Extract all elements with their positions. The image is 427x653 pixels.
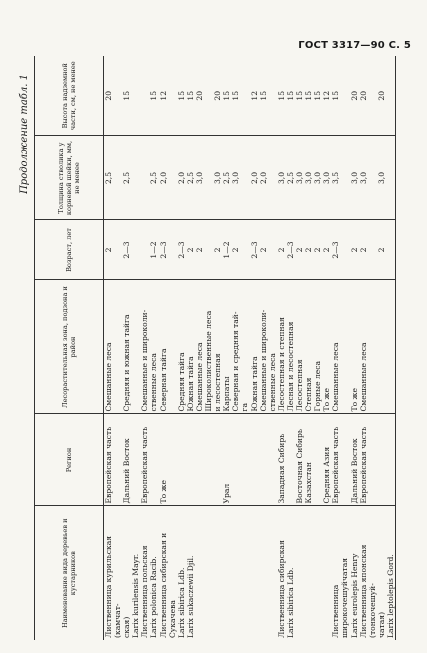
cell-stem-thickness: 2,5: [286, 136, 295, 220]
cell-stem-thickness: 3,0: [313, 136, 322, 220]
cell-height: 20: [195, 56, 204, 136]
cell-stem-thickness: 2,0: [259, 136, 268, 220]
cell-height: 20: [104, 56, 123, 136]
cell-stem-thickness: [204, 136, 213, 220]
cell-species: Лиственница японская (тонкочешуй-: [359, 506, 377, 640]
cell-zone: Степная: [304, 280, 313, 414]
table-row: [177, 56, 186, 640]
cell-region: Средняя Азия: [322, 414, 331, 506]
cell-age: 2: [295, 220, 304, 280]
column-header-species: Наименование вида деревьев и кустарников: [35, 506, 104, 640]
cell-age: 1—2: [222, 220, 231, 280]
table-row: [268, 56, 277, 640]
cell-height: [386, 56, 396, 136]
cell-age: [204, 220, 213, 280]
cell-species: Larix eurolepis Henry: [350, 506, 359, 640]
column-header-zone: Лесорастительная зона, подзона и район: [35, 280, 104, 414]
cell-age: [268, 220, 277, 280]
cell-region: То же: [159, 414, 177, 506]
cell-height: 15: [186, 56, 195, 136]
cell-zone: ственные леса: [149, 280, 158, 414]
cell-height: 15: [331, 56, 349, 136]
cell-species: Лиственница польская: [140, 506, 149, 640]
rotated-page-content: [18, 56, 408, 640]
cell-region: Дальний Восток: [122, 414, 131, 506]
column-header-age: Возраст, лет: [35, 220, 104, 280]
cell-height: 15: [149, 56, 158, 136]
cell-species: [322, 506, 331, 640]
cell-region: [386, 414, 396, 506]
cell-stem-thickness: 2,5: [104, 136, 123, 220]
table-row: [377, 56, 386, 640]
cell-zone: Северная тайга: [159, 280, 177, 414]
column-header-height: Высота надземной части, см, не менее: [35, 56, 104, 136]
table-row: [331, 56, 349, 640]
cell-region: [231, 414, 240, 506]
table-row: [204, 56, 213, 640]
cell-age: 2: [322, 220, 331, 280]
cell-height: 20: [359, 56, 377, 136]
cell-stem-thickness: 3,0: [304, 136, 313, 220]
cell-height: [204, 56, 213, 136]
cell-zone: Лесная и лесостепная: [286, 280, 295, 414]
cell-zone: Северная и средняя тай-: [231, 280, 240, 414]
cell-stem-thickness: 3,0: [277, 136, 286, 220]
cell-stem-thickness: 3,0: [350, 136, 359, 220]
table-row: [295, 56, 304, 640]
cell-region: [213, 414, 222, 506]
column-header-stem-thickness: Толщина стволика у корневой шейки, мм, не менее: [35, 136, 104, 220]
cell-region: Западная Сибирь: [277, 414, 286, 506]
cell-stem-thickness: 3,0: [322, 136, 331, 220]
cell-species: Лиственница сибирская: [277, 506, 286, 640]
cell-stem-thickness: 2,5: [222, 136, 231, 220]
table-body: [104, 56, 396, 640]
cell-species: Larix polonica Racib.: [149, 506, 158, 640]
cell-height: 12: [159, 56, 177, 136]
cell-species: [268, 506, 277, 640]
cell-zone: Смешанные леса: [104, 280, 123, 414]
cell-age: 2: [213, 220, 222, 280]
cell-species: [231, 506, 240, 640]
cell-species: чатая): [377, 506, 386, 640]
cell-zone: Лесостепная и степная: [277, 280, 286, 414]
cell-height: 15: [313, 56, 322, 136]
cell-species: Larix kurilensis Mayr.: [131, 506, 140, 640]
cell-species: [250, 506, 259, 640]
table-header-row: [35, 56, 104, 640]
cell-species: Larix sibirica Ldb.: [286, 506, 295, 640]
cell-stem-thickness: 3,0: [213, 136, 222, 220]
cell-height: [240, 56, 249, 136]
table-row: [313, 56, 322, 640]
cell-age: 2—3: [250, 220, 259, 280]
cell-region: [195, 414, 204, 506]
cell-region: [286, 414, 295, 506]
table-row: [350, 56, 359, 640]
cell-zone: [377, 280, 386, 414]
cell-zone: Южная тайга: [186, 280, 195, 414]
cell-species: [204, 506, 213, 640]
cell-zone: Горные леса: [313, 280, 322, 414]
cell-stem-thickness: [386, 136, 396, 220]
cell-age: [131, 220, 140, 280]
cell-zone: ственные леса: [268, 280, 277, 414]
cell-stem-thickness: 2,0: [159, 136, 177, 220]
cell-stem-thickness: [240, 136, 249, 220]
cell-age: 2: [304, 220, 313, 280]
cell-age: 1—2: [149, 220, 158, 280]
table-row: [140, 56, 149, 640]
table-row: [222, 56, 231, 640]
cell-age: 2—3: [159, 220, 177, 280]
cell-species: Larix sukaczewii Djil.: [186, 506, 195, 640]
table-row: [286, 56, 295, 640]
table-row: [250, 56, 259, 640]
cell-height: 12: [322, 56, 331, 136]
cell-height: 15: [286, 56, 295, 136]
cell-stem-thickness: 2,0: [177, 136, 186, 220]
cell-stem-thickness: 3,5: [331, 136, 349, 220]
cell-zone: Южная тайга: [250, 280, 259, 414]
cell-zone: Карпаты: [222, 280, 231, 414]
cell-region: Дальний Восток: [350, 414, 359, 506]
cell-region: [268, 414, 277, 506]
cell-region: Европейская часть: [104, 414, 123, 506]
cell-stem-thickness: 2,5: [186, 136, 195, 220]
cell-height: 12: [250, 56, 259, 136]
cell-height: [140, 56, 149, 136]
table-row: [213, 56, 222, 640]
table-row: [159, 56, 177, 640]
cell-age: 2: [277, 220, 286, 280]
cell-region: [250, 414, 259, 506]
table-row: [195, 56, 204, 640]
cell-region: [259, 414, 268, 506]
cell-zone: То же: [350, 280, 359, 414]
cell-height: 20: [377, 56, 386, 136]
cell-region: [204, 414, 213, 506]
cell-age: 2: [350, 220, 359, 280]
cell-region: [313, 414, 322, 506]
cell-region: [149, 414, 158, 506]
cell-species: [240, 506, 249, 640]
column-header-region: Регион: [35, 414, 104, 506]
cell-stem-thickness: 3,0: [295, 136, 304, 220]
cell-age: [140, 220, 149, 280]
cell-species: Лиственница сибирская и Сукачева: [159, 506, 177, 640]
cell-species: [222, 506, 231, 640]
table-row: [104, 56, 123, 640]
cell-age: 2: [359, 220, 377, 280]
cell-zone: Смешанные и широколи-: [259, 280, 268, 414]
table-row: [122, 56, 131, 640]
table-row: [386, 56, 396, 640]
cell-region: [177, 414, 186, 506]
cell-age: 2: [377, 220, 386, 280]
cell-stem-thickness: 2,5: [122, 136, 131, 220]
cell-height: 20: [213, 56, 222, 136]
cell-zone: и лесостепная: [213, 280, 222, 414]
cell-height: 15: [122, 56, 131, 136]
cell-species: Лиственница курильская (камчат-: [104, 506, 123, 640]
cell-species: [259, 506, 268, 640]
cell-region: Европейская часть: [359, 414, 377, 506]
cell-height: 15: [304, 56, 313, 136]
table-row: [231, 56, 240, 640]
cell-age: 2: [231, 220, 240, 280]
cell-region: Европейская часть: [140, 414, 149, 506]
cell-zone: га: [240, 280, 249, 414]
cell-zone: Смешанные и широколи-: [140, 280, 149, 414]
cell-species: ская): [122, 506, 131, 640]
cell-age: 2: [259, 220, 268, 280]
cell-age: 2—3: [122, 220, 131, 280]
cell-species: [213, 506, 222, 640]
cell-species: Larix leptolepis Gord.: [386, 506, 396, 640]
page-header: ГОСТ 3317—90 С. 5: [298, 40, 411, 51]
cell-zone: Смешанные леса: [359, 280, 377, 414]
table-row: [149, 56, 158, 640]
cell-height: 20: [350, 56, 359, 136]
table-row: [131, 56, 140, 640]
cell-zone: То же: [322, 280, 331, 414]
cell-stem-thickness: 3,0: [231, 136, 240, 220]
table-row: [304, 56, 313, 640]
cell-zone: Широколиственные леса: [204, 280, 213, 414]
cell-age: 2—3: [331, 220, 349, 280]
cell-age: 2: [195, 220, 204, 280]
table-continuation-label: Продолжение табл. 1: [19, 74, 30, 194]
cell-stem-thickness: [131, 136, 140, 220]
cell-age: [386, 220, 396, 280]
cell-region: Урал: [222, 414, 231, 506]
cell-stem-thickness: 2,5: [149, 136, 158, 220]
cell-region: Казахстан: [304, 414, 313, 506]
cell-species: [195, 506, 204, 640]
cell-region: Европейская часть: [331, 414, 349, 506]
cell-height: 15: [177, 56, 186, 136]
cell-species: [304, 506, 313, 640]
seedling-standards-table: [34, 56, 396, 640]
cell-stem-thickness: [268, 136, 277, 220]
cell-age: 2: [104, 220, 123, 280]
cell-zone: Смешанные леса: [331, 280, 349, 414]
cell-zone: Смешанные леса: [195, 280, 204, 414]
table-row: [186, 56, 195, 640]
cell-age: 2: [186, 220, 195, 280]
cell-zone: Лесостепная: [295, 280, 304, 414]
cell-region: [131, 414, 140, 506]
cell-zone: [386, 280, 396, 414]
table-row: [277, 56, 286, 640]
table-row: [322, 56, 331, 640]
cell-stem-thickness: 2,0: [250, 136, 259, 220]
cell-zone: Средняя тайга: [177, 280, 186, 414]
table-row: [259, 56, 268, 640]
cell-height: 15: [277, 56, 286, 136]
cell-species: [295, 506, 304, 640]
cell-region: Восточная Сибирь: [295, 414, 304, 506]
cell-zone: [131, 280, 140, 414]
cell-age: 2: [313, 220, 322, 280]
cell-species: Larix sibirica Ldb.: [177, 506, 186, 640]
cell-species: Лиственница широкочешуйчатая: [331, 506, 349, 640]
cell-region: [240, 414, 249, 506]
cell-height: 15: [259, 56, 268, 136]
cell-height: 15: [295, 56, 304, 136]
cell-age: [240, 220, 249, 280]
cell-zone: Средняя и южная тайга: [122, 280, 131, 414]
cell-region: [377, 414, 386, 506]
cell-stem-thickness: [140, 136, 149, 220]
table-row: [359, 56, 377, 640]
cell-age: 2—3: [177, 220, 186, 280]
cell-height: [268, 56, 277, 136]
cell-stem-thickness: 3,0: [359, 136, 377, 220]
cell-stem-thickness: 3,0: [195, 136, 204, 220]
table-row: [240, 56, 249, 640]
cell-height: 15: [222, 56, 231, 136]
cell-stem-thickness: 3,0: [377, 136, 386, 220]
cell-age: 2—3: [286, 220, 295, 280]
cell-species: [313, 506, 322, 640]
cell-region: [186, 414, 195, 506]
cell-height: [131, 56, 140, 136]
cell-height: 15: [231, 56, 240, 136]
